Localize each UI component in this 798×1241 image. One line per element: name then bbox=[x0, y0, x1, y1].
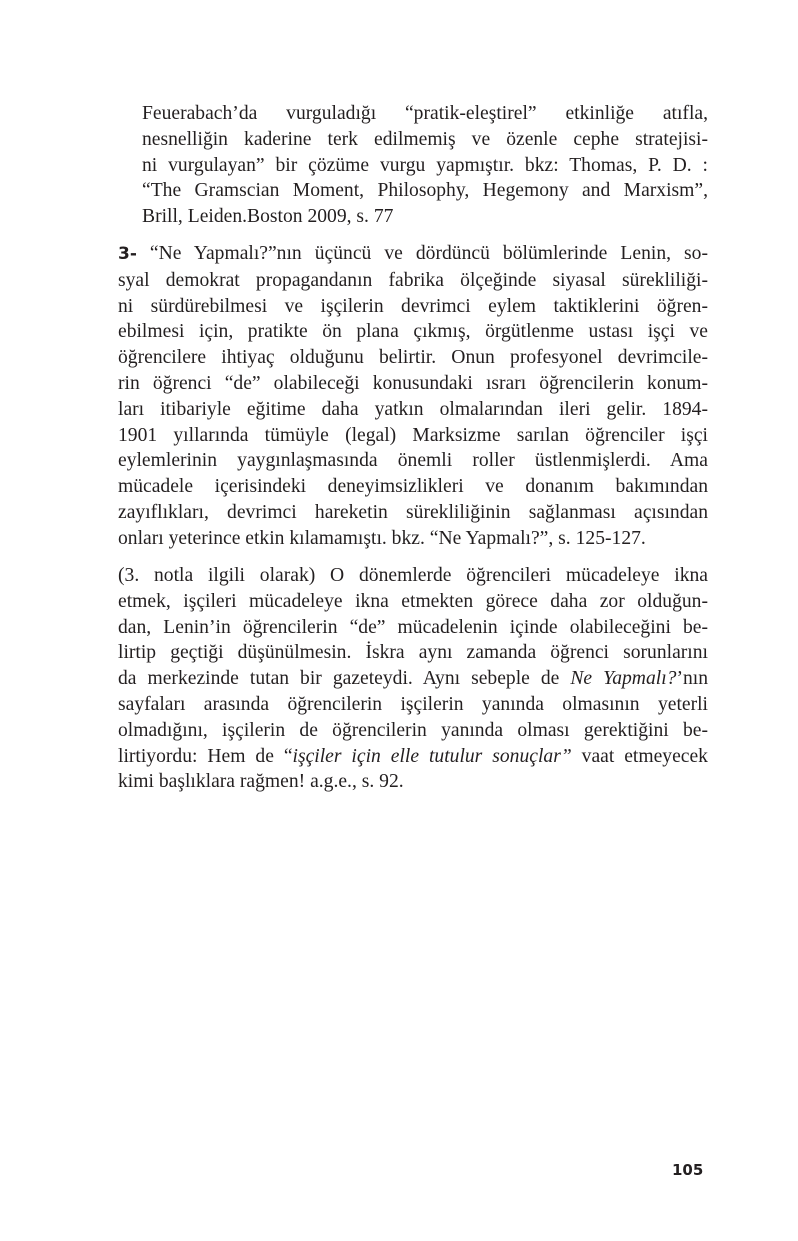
text-line: onları yeterince etkin kılamamıştı. bkz. “Ne Yapmalı?”, s. 125-127. bbox=[118, 527, 646, 549]
text-line bbox=[118, 744, 708, 770]
text-line: Feuerabach’da vurguladığı “pratik-eleştirel” etkinliğe atıfla, bbox=[142, 103, 708, 124]
text-line: nesnelliğin kaderine terk edilmemiş ve özenle cephe stratejisi- bbox=[142, 128, 708, 150]
text-line: etmek, işçileri mücadeleye ikna etmekten görece daha zor olduğun- bbox=[118, 590, 708, 612]
text-line: ları itibariyle eğitime daha yatkın olmalarından ileri gelir. 1894- bbox=[118, 398, 708, 420]
text-line: Brill, Leiden.Boston 2009, s. 77 bbox=[142, 206, 394, 228]
text-line: rin öğrenci “de” olabileceği konusundaki ısrarı öğrencilerin konum- bbox=[118, 372, 708, 394]
book-title-italic: Ne Yapmalı? bbox=[570, 668, 677, 690]
text-line: ni vurgulayan” bir çözüme vurgu yapmıştır. bkz: Thomas, P. D. : bbox=[142, 154, 708, 176]
text-line: öğrencilere ihtiyaç olduğunu belirtir. Onun profesyonel devrimcile- bbox=[118, 347, 708, 369]
text-segment: vaat etmeyecek bbox=[571, 745, 708, 767]
text-segment: da merkezinde tutan bir gazeteydi. Aynı sebeple de bbox=[118, 668, 571, 690]
text-line bbox=[118, 666, 708, 692]
text-line: syal demokrat propagandanın fabrika ölçeğinde siyasal sürekliliği- bbox=[118, 269, 708, 291]
text-line: olmadığını, işçilerin de öğrencilerin yanında olması gerektiğini be- bbox=[118, 719, 708, 741]
text-line: sayfaları arasında öğrencilerin işçilerin yanında olmasının yeterli bbox=[118, 693, 708, 715]
text-segment: lirtiyordu: Hem de “ bbox=[118, 745, 293, 767]
footnote-continuation bbox=[142, 101, 708, 230]
text-line: dan, Lenin’in öğrencilerin “de” mücadelenin içinde olabileceğini be- bbox=[118, 616, 708, 638]
footnote-number: 3- bbox=[118, 244, 137, 264]
text-line: ebilmesi için, pratikte ön plana çıkmış, örgütlenme ustası işçi ve bbox=[118, 321, 708, 343]
text-line: zayıflıkları, devrimci hareketin sürekliliğinin sağlanması açısından bbox=[118, 501, 708, 523]
footnote-3-followup bbox=[118, 563, 708, 795]
text-line: kimi başlıklara rağmen! a.g.e., s. 92. bbox=[118, 771, 404, 793]
page-number: 105 bbox=[672, 1161, 704, 1179]
text-line: “The Gramscian Moment, Philosophy, Hegemony and Marxism”, bbox=[142, 180, 708, 202]
footnote-3 bbox=[118, 241, 708, 552]
text-line: eylemlerinin yaygınlaşmasında önemli roller üstlenmişlerdi. Ama bbox=[118, 450, 708, 472]
quote-italic: işçiler için elle tutulur sonuçlar” bbox=[292, 745, 572, 767]
text-line bbox=[118, 241, 708, 268]
text-line: ni sürdürebilmesi ve işçilerin devrimci eylem taktiklerini öğren- bbox=[118, 295, 708, 317]
footnote-text: “Ne Yapmalı?”nın üçüncü ve dördüncü bölümlerinde Lenin, so- bbox=[136, 243, 708, 264]
text-line: mücadele içerisindeki deneyimsizlikleri ve donanım bakımından bbox=[118, 476, 708, 498]
text-line: lirtip geçtiği düşünülmesin. İskra aynı zamanda öğrenci sorunlarını bbox=[118, 642, 708, 664]
text-line: (3. notla ilgili olarak) O dönemlerde öğrencileri mücadeleye ikna bbox=[118, 565, 708, 586]
text-line: 1901 yıllarında tümüyle (legal) Marksizme sarılan öğrenciler işçi bbox=[118, 424, 708, 446]
text-segment: ’nın bbox=[676, 668, 708, 690]
